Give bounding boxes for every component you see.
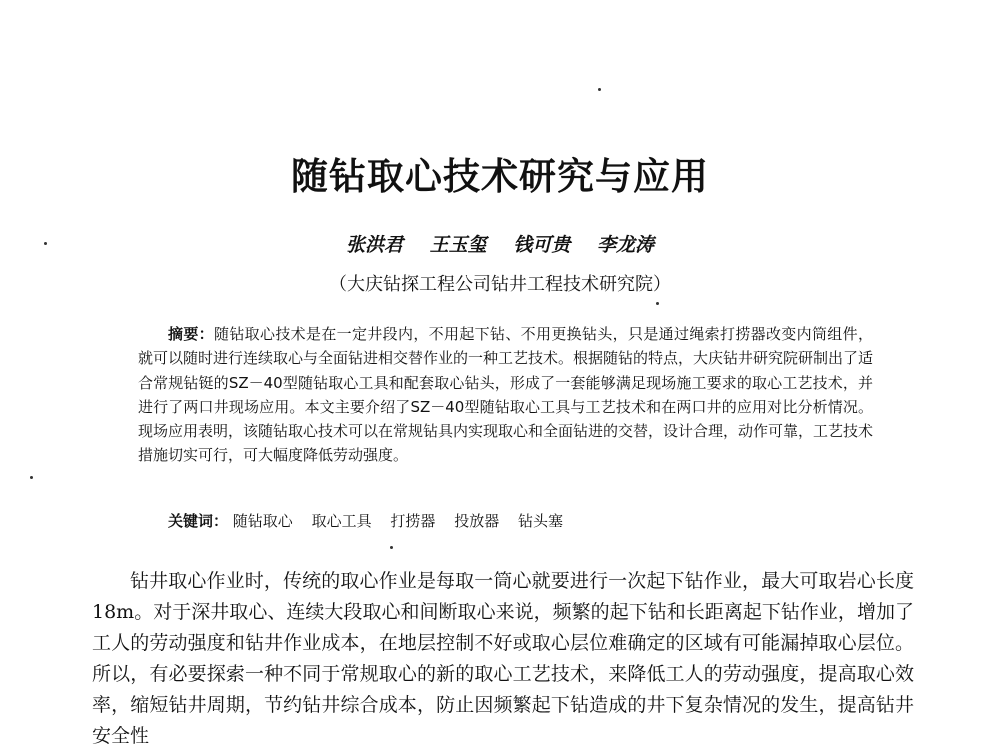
- scan-speck: [656, 302, 659, 305]
- abstract-label: 摘要：: [168, 325, 214, 343]
- paper-title: 随钻取心技术研究与应用: [291, 155, 709, 198]
- scan-speck: [598, 88, 601, 91]
- abstract: [138, 322, 873, 468]
- keywords: [168, 510, 577, 531]
- body-paragraph: [92, 566, 914, 752]
- body-text: 钻井取心作业时，传统的取心作业是每取一筒心就要进行一次起下钻作业，最大可取岩心长度18m。对于深井取心、连续大段取心和间断取心来说，频繁的起下钻和长距离起下钻作业，增加了工人的劳动强度和钻井作业成本，在地层控制不好或取心层位难确定的区域有可能漏掉取心层位。所以，有必要探索一种不同于常规取心的新的取心工艺技术，来降低工人的劳动强度，提高取心效率，缩短钻井周期，节约钻井综合成本，防止因频繁起下钻造成的井下复杂情况的发生，提高钻井安全性: [92, 570, 914, 747]
- author-name: 李龙涛: [596, 234, 654, 256]
- author-list: [0, 230, 1000, 257]
- scan-speck: [390, 546, 393, 549]
- keyword: 投放器: [454, 512, 500, 530]
- affiliation: （大庆钻探工程公司钻井工程技术研究院）: [329, 274, 671, 295]
- keywords-label: 关键词：: [168, 512, 229, 530]
- author-name: 钱可贵: [513, 234, 571, 256]
- keyword: 取心工具: [311, 512, 372, 530]
- keyword: 随钻取心: [232, 512, 293, 530]
- scan-speck: [30, 476, 33, 479]
- author-name: 张洪君: [346, 234, 404, 256]
- keyword: 打捞器: [390, 512, 436, 530]
- abstract-text: 随钻取心技术是在一定井段内，不用起下钻、不用更换钻头，只是通过绳索打捞器改变内筒组件，就可以随时进行连续取心与全面钻进相交替作业的一种工艺技术。根据随钻的特点，大庆钻井研究院研制出了适合常规钻铤的SZ－40型随钻取心工具和配套取心钻头，形成了一套能够满足现场施工要求的取心工艺技术，并进行了两口井现场应用。本文主要介绍了SZ－40型随钻取心工具与工艺技术和在两口井的应用对比分析情况。现场应用表明，该随钻取心技术可以在常规钻具内实现取心和全面钻进的交替，设计合理，动作可靠，工艺技术措施切实可行，可大幅度降低劳动强度。: [138, 325, 874, 465]
- keyword: 钻头塞: [517, 512, 563, 530]
- author-name: 王玉玺: [429, 234, 487, 256]
